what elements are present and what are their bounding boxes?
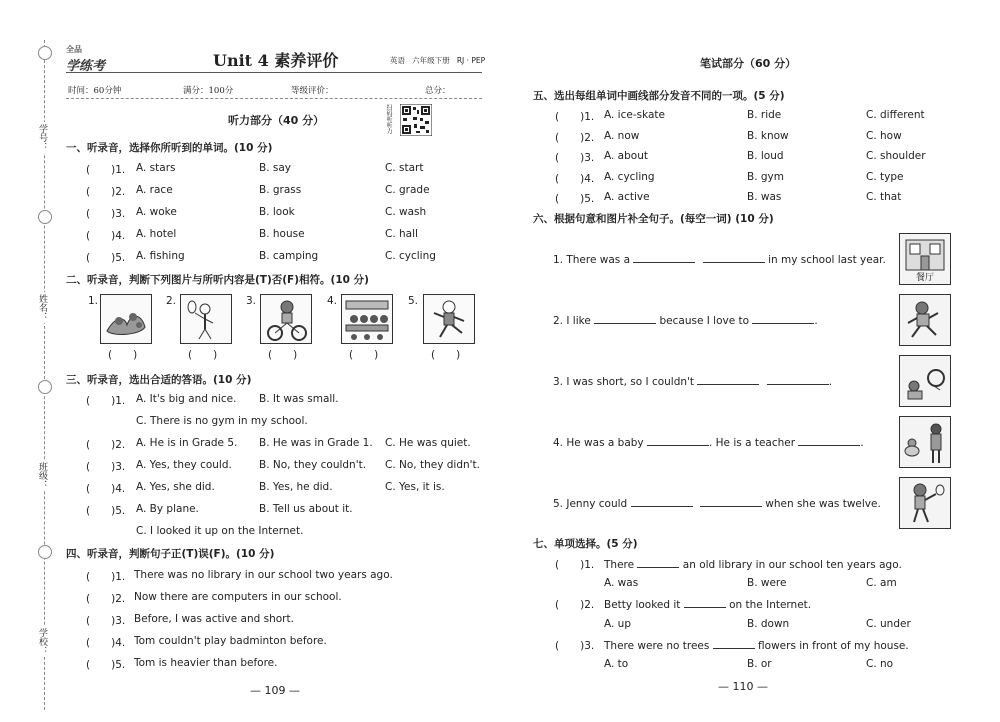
- item-number[interactable]: ( )3.: [86, 208, 126, 220]
- item-number[interactable]: ( )1.: [86, 164, 126, 176]
- statement-text: Before, I was active and short.: [134, 613, 294, 625]
- cycling-boy-picture: [260, 294, 312, 344]
- option-b: B. or: [747, 658, 772, 670]
- question-part: There were no trees: [604, 640, 710, 652]
- badminton-girl-picture: [180, 294, 232, 344]
- option-a: A. fishing: [136, 250, 185, 262]
- option-a: A. active: [604, 191, 650, 203]
- option-b: B. were: [747, 577, 787, 589]
- baby-teacher-picture: [899, 416, 951, 468]
- picture-number: 4.: [327, 295, 338, 307]
- item-number[interactable]: ( )2.: [555, 599, 595, 611]
- option-a: A. woke: [136, 206, 177, 218]
- sentence-part: .: [860, 437, 864, 449]
- option-b: B. No, they couldn't.: [259, 459, 367, 471]
- option-c: C. hall: [385, 228, 418, 240]
- item-number[interactable]: ( )1.: [86, 395, 126, 407]
- logo-top-text: 全品: [66, 45, 82, 54]
- answer-blank[interactable]: [637, 557, 679, 568]
- statement-text: There was no library in our school two years ago.: [134, 569, 393, 581]
- side-label-xuexiao: 学校：: [37, 628, 47, 655]
- subject-meta: [390, 55, 485, 66]
- item-number[interactable]: ( )4.: [86, 483, 126, 495]
- fill-sentence-1: [553, 252, 886, 266]
- header-rule: [66, 72, 482, 73]
- edition: RJ · PEP: [456, 56, 486, 65]
- question-part: Betty looked it: [604, 599, 681, 611]
- option-a: A. race: [136, 184, 173, 196]
- option-c: C. different: [866, 109, 925, 121]
- binding-hole: [38, 545, 52, 559]
- question-part: an old library in our school ten years ago.: [682, 559, 902, 571]
- sentence-part: in my school last year.: [768, 254, 886, 266]
- fill-sentence-3: [553, 374, 832, 388]
- option-c: C. wash: [385, 206, 427, 218]
- answer-blank[interactable]: [647, 435, 709, 446]
- item-number[interactable]: ( )3.: [86, 461, 126, 473]
- info-level: 等级评价：: [291, 86, 334, 96]
- side-label-banji: 班级：: [37, 462, 47, 489]
- page-number-value: 110: [732, 680, 754, 693]
- answer-blank[interactable]: [684, 597, 726, 608]
- option-c: C. am: [866, 577, 897, 589]
- sentence-part: 4. He was a baby: [553, 437, 644, 449]
- option-b: B. camping: [259, 250, 319, 262]
- item-number[interactable]: ( )2.: [555, 132, 595, 144]
- option-a: A. up: [604, 618, 631, 630]
- answer-blank[interactable]: [703, 252, 765, 263]
- qr-code-icon[interactable]: [400, 104, 432, 136]
- option-a: A. was: [604, 577, 639, 589]
- sentence-part: 1. There was a: [553, 254, 631, 266]
- sentence-part: .: [828, 376, 833, 388]
- item-number[interactable]: ( )1.: [555, 559, 595, 571]
- section-6-title: 六、根据句意和图片补全句子。(每空一词) (10 分): [533, 213, 774, 225]
- option-a: A. ice-skate: [604, 109, 665, 121]
- listening-title: 听力部分（40 分）: [228, 114, 325, 127]
- option-c: C. shoulder: [866, 150, 926, 162]
- info-full: 满分：100分: [183, 86, 234, 96]
- answer-blank[interactable]: [713, 638, 755, 649]
- option-b: B. gym: [747, 171, 784, 183]
- canteen-picture: [899, 233, 951, 285]
- fill-sentence-5: [553, 496, 881, 510]
- qr-caption: 扫码听听力: [385, 104, 392, 134]
- brand-logo: [66, 44, 112, 72]
- answer-paren[interactable]: ( ): [431, 349, 461, 361]
- option-c: C. under: [866, 618, 911, 630]
- item-number[interactable]: ( )1.: [86, 571, 126, 583]
- option-b: B. down: [747, 618, 790, 630]
- option-b: B. He was in Grade 1.: [259, 437, 373, 449]
- option-b: B. grass: [259, 184, 302, 196]
- question-text: [604, 638, 909, 652]
- option-c: C. Yes, it is.: [385, 481, 445, 493]
- option-c: C. no: [866, 658, 894, 670]
- sentence-part: 2. I like: [553, 315, 591, 327]
- sentence-part: 3. I was short, so I couldn't: [553, 376, 695, 388]
- option-a: A. about: [604, 150, 648, 162]
- answer-blank[interactable]: [798, 435, 860, 446]
- answer-paren[interactable]: ( ): [349, 349, 379, 361]
- item-number[interactable]: ( )4.: [555, 173, 595, 185]
- answer-blank[interactable]: [631, 496, 693, 507]
- section-2-title: 二、听录音，判断下列图片与所听内容是(T)否(F)相符。(10 分): [66, 274, 369, 286]
- badminton-jenny-picture: [899, 477, 951, 529]
- question-part: on the Internet.: [729, 599, 812, 611]
- side-label-xingming: 姓名：: [37, 294, 47, 321]
- item-number[interactable]: ( )2.: [86, 439, 126, 451]
- option-a: A. He is in Grade 5.: [136, 437, 238, 449]
- section-4-title: 四、听录音，判断句子正(T)误(F)。(10 分): [66, 548, 275, 560]
- fallen-bike-picture: [899, 355, 951, 407]
- item-number[interactable]: ( )2.: [86, 186, 126, 198]
- option-c: C. There is no gym in my school.: [136, 415, 308, 427]
- fill-sentence-2: [553, 313, 818, 327]
- option-c: C. start: [385, 162, 424, 174]
- dining-hall-picture: [341, 294, 393, 344]
- page-number-left: — 109 —: [250, 684, 300, 697]
- page-title: Unit 4 素养评价: [213, 51, 339, 70]
- item-number[interactable]: ( )5.: [86, 505, 126, 517]
- skating-boy-picture: [423, 294, 475, 344]
- item-number[interactable]: ( )3.: [86, 615, 126, 627]
- option-a: A. By plane.: [136, 503, 199, 515]
- info-rule: [66, 98, 482, 99]
- side-label-xuehao: 学号：: [37, 124, 47, 151]
- fill-sentence-4: [553, 435, 864, 449]
- option-b: B. ride: [747, 109, 782, 121]
- question-part: flowers in front of my house.: [758, 640, 909, 652]
- option-b: B. Yes, he did.: [259, 481, 333, 493]
- option-b: B. say: [259, 162, 291, 174]
- question-part: There: [604, 559, 635, 571]
- picture-number: 1.: [88, 295, 99, 307]
- sentence-part: .: [814, 315, 818, 327]
- option-c: C. No, they didn't.: [385, 459, 480, 471]
- answer-paren[interactable]: ( ): [108, 349, 138, 361]
- item-number[interactable]: ( )4.: [86, 230, 126, 242]
- picture-number: 3.: [246, 295, 257, 307]
- picture-number: 2.: [166, 295, 177, 307]
- sentence-part: . He is a teacher: [708, 437, 796, 449]
- option-b: B. Tell us about it.: [259, 503, 353, 515]
- option-a: A. Yes, they could.: [136, 459, 232, 471]
- statement-text: Tom is heavier than before.: [134, 657, 278, 669]
- item-number[interactable]: ( )5.: [86, 252, 126, 264]
- sentence-part: when she was twelve.: [765, 498, 881, 510]
- sentence-part: because I love to: [659, 315, 750, 327]
- section-7-title: 七、单项选择。(5 分): [533, 538, 638, 550]
- item-number[interactable]: ( )5.: [555, 193, 595, 205]
- option-b: B. know: [747, 130, 789, 142]
- item-number[interactable]: ( )3.: [555, 152, 595, 164]
- page-number-value: 109: [264, 684, 286, 697]
- option-a: A. stars: [136, 162, 176, 174]
- section-5-title: 五、选出每组单词中画线部分发音不同的一项。(5 分): [533, 90, 785, 102]
- grade: 六年级下册: [412, 56, 450, 65]
- option-c: C. He was quiet.: [385, 437, 471, 449]
- answer-blank[interactable]: [697, 374, 759, 385]
- option-a: A. now: [604, 130, 640, 142]
- question-text: [604, 557, 902, 571]
- canteen-label: 餐厅: [915, 273, 934, 283]
- info-total: 总分：: [425, 86, 451, 96]
- option-c: C. that: [866, 191, 902, 203]
- option-a: A. to: [604, 658, 629, 670]
- answer-paren[interactable]: ( ): [188, 349, 218, 361]
- binding-hole: [38, 46, 52, 60]
- option-a: A. cycling: [604, 171, 655, 183]
- item-number[interactable]: ( )1.: [555, 111, 595, 123]
- answer-blank[interactable]: [767, 374, 829, 385]
- answer-blank[interactable]: [594, 313, 656, 324]
- sentence-part: 5. Jenny could: [553, 498, 628, 510]
- option-c: C. type: [866, 171, 904, 183]
- binding-hole: [38, 380, 52, 394]
- answer-blank[interactable]: [752, 313, 814, 324]
- option-a: A. hotel: [136, 228, 177, 240]
- option-b: B. It was small.: [259, 393, 339, 405]
- written-title: 笔试部分（60 分）: [700, 57, 797, 70]
- option-a: A. Yes, she did.: [136, 481, 215, 493]
- picture-number: 5.: [408, 295, 419, 307]
- item-number[interactable]: ( )2.: [86, 593, 126, 605]
- subject: 英语: [390, 56, 405, 65]
- answer-blank[interactable]: [633, 252, 695, 263]
- question-text: [604, 597, 811, 611]
- option-c: C. cycling: [385, 250, 436, 262]
- option-b: B. house: [259, 228, 305, 240]
- section-1-title: 一、听录音，选择你所听到的单词。(10 分): [66, 142, 273, 154]
- option-c: C. I looked it up on the Internet.: [136, 525, 304, 537]
- logo-bottom-text: 学练考: [66, 59, 106, 74]
- option-b: B. was: [747, 191, 782, 203]
- option-a: A. It's big and nice.: [136, 393, 237, 405]
- answer-blank[interactable]: [700, 496, 762, 507]
- answer-paren[interactable]: ( ): [268, 349, 298, 361]
- option-c: C. how: [866, 130, 902, 142]
- statement-text: Tom couldn't play badminton before.: [134, 635, 327, 647]
- binding-hole: [38, 210, 52, 224]
- section-3-title: 三、听录音，选出合适的答语。(10 分): [66, 374, 252, 386]
- flowers-picture: [100, 294, 152, 344]
- info-time: 时间：60分钟: [68, 86, 122, 96]
- page-number-right: — 110 —: [718, 680, 768, 693]
- item-number[interactable]: ( )3.: [555, 640, 595, 652]
- option-b: B. loud: [747, 150, 784, 162]
- item-number[interactable]: ( )5.: [86, 659, 126, 671]
- statement-text: Now there are computers in our school.: [134, 591, 342, 603]
- option-b: B. look: [259, 206, 295, 218]
- option-c: C. grade: [385, 184, 430, 196]
- item-number[interactable]: ( )4.: [86, 637, 126, 649]
- running-girl-picture: [899, 294, 951, 346]
